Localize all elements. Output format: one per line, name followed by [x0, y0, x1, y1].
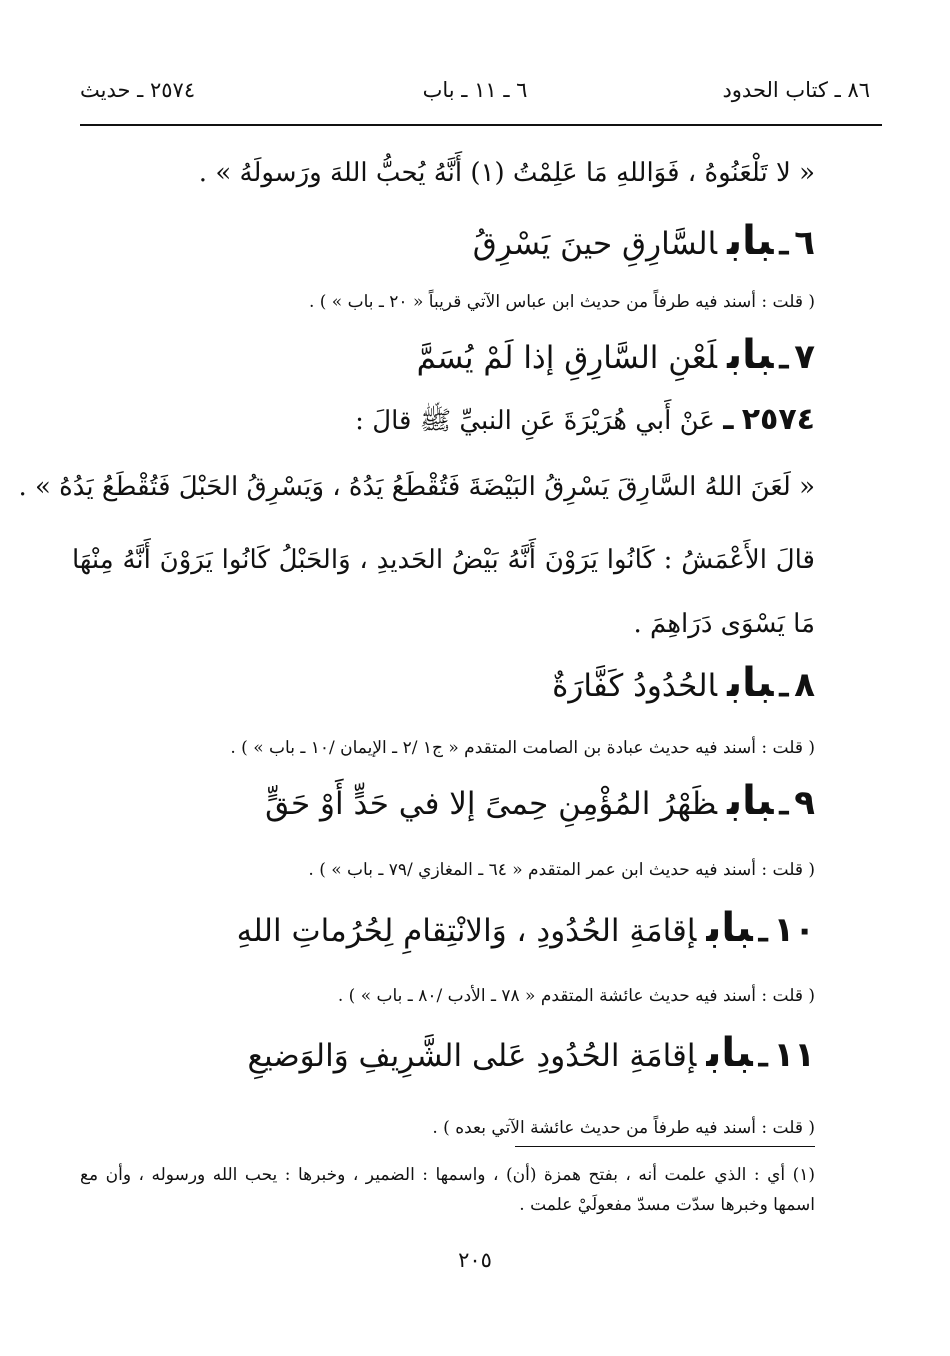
chapter-number: ٩	[794, 783, 815, 823]
hadith-dash: ـ	[723, 402, 734, 437]
chapter-bab-word: باب	[727, 778, 774, 824]
hadith-number: ٢٥٧٤	[741, 402, 815, 437]
chapter-number: ١٠	[773, 910, 815, 950]
running-head-hadith-number: ٢٥٧٤ ـ حديث	[80, 78, 196, 102]
chapter-number: ٦	[794, 223, 815, 263]
running-head-section-range: ٦ ـ ١١ ـ باب	[422, 78, 528, 102]
chapter-number: ١١	[773, 1035, 815, 1075]
chapter-title: إقامَةِ الحُدُودِ عَلى الشَّرِيفِ وَالوَضيعِ	[247, 1038, 697, 1074]
editor-note-9: ( قلت : أسند فيه حديث ابن عمر المتقدم « ٦٤ ـ المغازي /٧٩ ـ باب » ) .	[308, 860, 815, 880]
continued-hadith-line: « لا تَلْعَنُوهُ ، فَوَاللهِ مَا عَلِمْتُ (١) أَنَّهُ يُحبُّ اللهَ ورَسولَهُ » .	[198, 158, 815, 188]
chapter-dash: ـ	[779, 787, 789, 822]
footnote-rule	[515, 1146, 815, 1147]
chapter-heading-11	[80, 1030, 815, 1076]
chapter-title: ظَهْرُ المُؤْمِنِ حِمىً إلا في حَدٍّ أَوْ حَقٍّ	[265, 786, 718, 822]
chapter-heading-10	[80, 905, 815, 951]
footnote: (١) أي : الذي علمت أنه ، بفتح همزة (أن) ، واسمها : الضمير ، وخبرها : يحب الله ورسوله ، وأن مع اسمها وخبرها سدّت مسدّ مفعولَيْ علمت .	[80, 1165, 815, 1215]
chapter-heading-9	[80, 778, 815, 824]
chapter-heading-7	[80, 332, 815, 378]
chapter-dash: ـ	[758, 1039, 768, 1074]
page-number: ٢٠٥	[458, 1248, 492, 1272]
running-head-chapter: ٨٦ ـ كتاب الحدود	[722, 78, 870, 102]
chapter-dash: ـ	[779, 669, 789, 704]
chapter-title: لَعْنِ السَّارِقِ إذا لَمْ يُسَمَّ	[416, 340, 718, 376]
chapter-number: ٨	[794, 665, 815, 705]
header-rule	[80, 124, 882, 126]
chapter-heading-6	[80, 218, 815, 264]
chapter-bab-word: باب	[706, 905, 753, 951]
chapter-bab-word: باب	[706, 1030, 753, 1076]
chapter-dash: ـ	[758, 914, 768, 949]
editor-note-6: ( قلت : أسند فيه طرفاً من حديث ابن عباس الآتي قريباً « ٢٠ ـ باب » ) .	[308, 292, 815, 312]
chapter-dash: ـ	[779, 227, 789, 262]
chapter-title: إقامَةِ الحُدُودِ ، وَالانْتِقامِ لِحُرُماتِ اللهِ	[236, 913, 697, 949]
chapter-heading-8	[80, 660, 815, 706]
editor-note-11: ( قلت : أسند فيه طرفاً من حديث عائشة الآتي بعده ) .	[432, 1118, 815, 1138]
running-head	[80, 78, 870, 112]
chapter-bab-word: باب	[727, 332, 774, 378]
editor-note-10: ( قلت : أسند فيه حديث عائشة المتقدم « ٧٨ ـ الأدب /٨٠ ـ باب » ) .	[337, 986, 815, 1006]
chapter-title: الحُدُودُ كَفَّارَةٌ	[552, 668, 718, 704]
amash-comment: قالَ الأَعْمَشُ : كَانُوا يَرَوْنَ أَنَّهُ بَيْضُ الحَديدِ ، وَالحَبْلُ كَانُوا يَرَوْنَ أَنَّهُ مِنْهَا مَا يَسْوَى دَرَاهِمَ .	[72, 545, 815, 639]
chapter-bab-word: باب	[727, 660, 774, 706]
chapter-title: السَّارِقِ حينَ يَسْرِقُ	[472, 226, 718, 262]
hadith-text: « لَعَنَ اللهُ السَّارِقَ يَسْرِقُ البَيْضَةَ فَتُقْطَعُ يَدُهُ ، وَيَسْرِقُ الحَبْلَ فَتُقْطَعُ يَدُهُ » .	[18, 472, 815, 502]
hadith-heading	[80, 402, 815, 442]
chapter-dash: ـ	[779, 341, 789, 376]
chapter-number: ٧	[794, 337, 815, 377]
hadith-isnad: عَنْ أَبي هُرَيْرَةَ عَنِ النبيِّ ﷺ قالَ :	[355, 406, 715, 436]
editor-note-8: ( قلت : أسند فيه حديث عبادة بن الصامت المتقدم « ج١ /٢ ـ الإيمان /١٠ ـ باب » ) .	[230, 738, 815, 758]
chapter-bab-word: باب	[727, 218, 774, 264]
